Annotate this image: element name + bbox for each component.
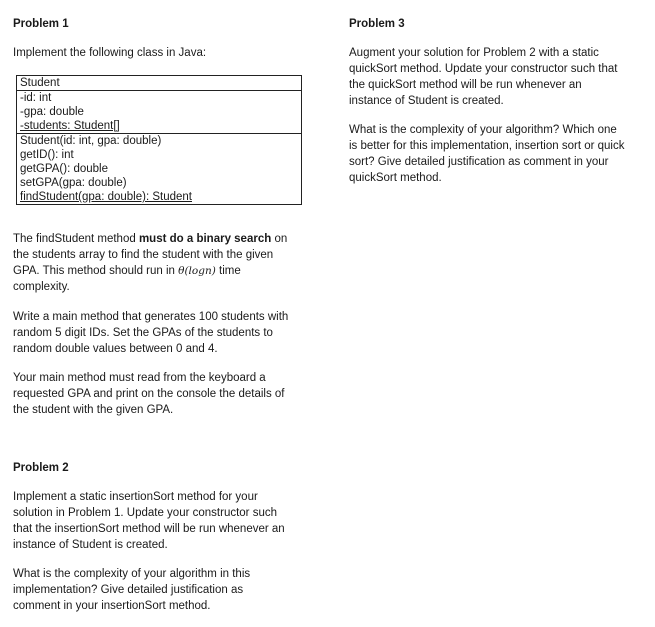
text-span: GPA. This method should run in — [13, 265, 179, 277]
text-span: on — [271, 233, 288, 245]
problem1-intro-text: Implement the following class in Java: — [13, 47, 207, 59]
problem3-paragraph-2 — [349, 122, 624, 186]
text-line: Your main method must read from the keyboard a — [13, 372, 266, 384]
text-line: the student with the given GPA. — [13, 404, 174, 416]
uml-method: getGPA(): double — [20, 163, 109, 175]
binary-search-emphasis: must do a binary search — [138, 233, 272, 245]
uml-class-name: Student — [20, 77, 60, 89]
text-line: What is the complexity of your algorithm? Which one — [349, 124, 617, 136]
problem3-title: Problem 3 — [349, 18, 405, 30]
text-line: Write a main method that generates 100 students with — [13, 311, 289, 323]
text-line: the quickSort method will be run whenever an — [349, 79, 582, 91]
problem2-paragraph-1 — [13, 489, 285, 553]
uml-class-name-section — [17, 76, 301, 90]
problem1-intro — [13, 45, 206, 61]
text-line: comment in your insertionSort method. — [13, 600, 211, 612]
uml-method: findStudent(gpa: double): Student — [20, 191, 192, 203]
text-line: random 5 digit IDs. Set the GPAs of the students to — [13, 327, 273, 339]
text-line: is better for this implementation, insertion sort or quick — [349, 140, 625, 152]
problem1-paragraph-2 — [13, 309, 288, 357]
uml-class-diagram — [16, 75, 302, 205]
complexity-formula: θ(logn) — [178, 265, 216, 277]
text-line: quickSort method. — [349, 172, 442, 184]
problem1-title: Problem 1 — [13, 18, 69, 30]
uml-field: -students: Student[] — [20, 120, 120, 132]
text-line: quickSort method. Update your constructor such that — [349, 63, 618, 75]
uml-method: getID(): int — [20, 149, 74, 161]
text-line: implementation? Give detailed justification as — [13, 584, 244, 596]
uml-field: -gpa: double — [20, 106, 84, 118]
text-line: requested GPA and print on the console the details of — [13, 388, 285, 400]
problem2-title: Problem 2 — [13, 462, 69, 474]
text-line: random double values between 0 and 4. — [13, 343, 218, 355]
problem3-paragraph-1 — [349, 45, 617, 109]
uml-method: setGPA(gpa: double) — [20, 177, 127, 189]
uml-method: Student(id: int, gpa: double) — [20, 135, 162, 147]
text-line: instance of Student is created. — [13, 539, 168, 551]
problem1-paragraph-1 — [13, 231, 287, 295]
text-line: sort? Give detailed justification as comment in your — [349, 156, 609, 168]
text-line: Augment your solution for Problem 2 with a static — [349, 47, 599, 59]
text-line: instance of Student is created. — [349, 95, 504, 107]
text-line: solution in Problem 1. Update your constructor such — [13, 507, 277, 519]
text-line: Implement a static insertionSort method for your — [13, 491, 258, 503]
text-line: that the insertionSort method will be run whenever an — [13, 523, 285, 535]
text-span: time — [215, 265, 241, 277]
problem1-paragraph-3 — [13, 370, 285, 418]
text-line: the students array to find the student with the given — [13, 249, 274, 261]
text-line: What is the complexity of your algorithm in this — [13, 568, 251, 580]
uml-fields-section — [17, 90, 301, 133]
problem2-paragraph-2 — [13, 566, 250, 614]
text-line — [13, 231, 287, 247]
text-line: complexity. — [13, 281, 70, 293]
uml-methods-section — [17, 133, 301, 204]
text-line — [13, 263, 287, 279]
uml-field: -id: int — [20, 92, 52, 104]
text-span: The findStudent method — [13, 233, 139, 245]
